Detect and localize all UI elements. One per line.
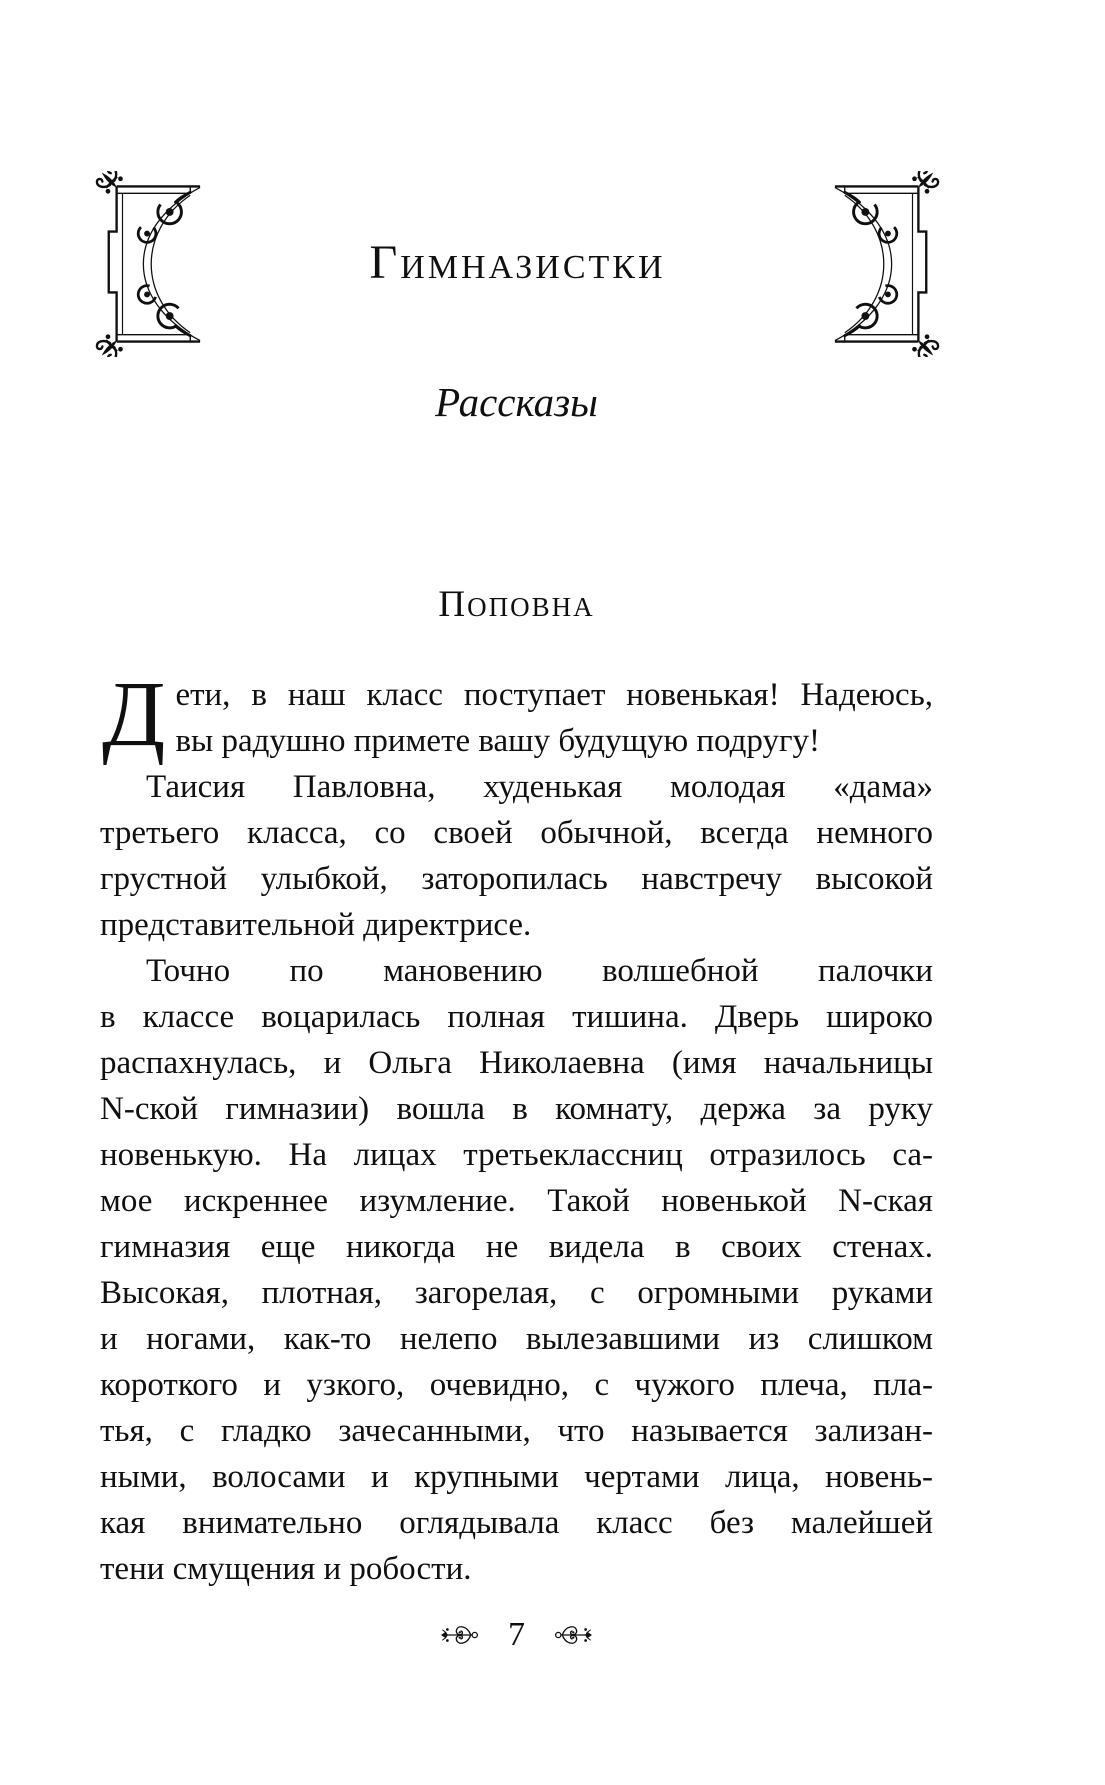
text-line: в классе воцарилась полная тишина. Дверь широко (100, 999, 933, 1035)
text-line: Таисия Павловна, худенькая молодая «дама» (146, 769, 933, 805)
paragraph (100, 948, 933, 1592)
page-number: 7 (508, 1616, 525, 1653)
footer-flourish-right-icon (553, 1620, 593, 1650)
text-line: грустной улыбкой, заторопилась навстречу высокой (100, 861, 933, 897)
chapter-title: ПОПОВНА (438, 584, 595, 625)
paragraph (100, 663, 933, 766)
text-line: тья, с гладко зачесанными, что называется зализан- (100, 1413, 933, 1449)
text-line: вы радушно примете вашу будущую подругу! (175, 723, 820, 759)
footer-flourish-left-icon (440, 1620, 480, 1650)
text-line: третьего класса, со своей обычной, всегда немного (100, 815, 933, 851)
text-line: Точно по мановению волшебной палочки (146, 953, 933, 989)
text-line: представительной директрисе. (100, 907, 532, 943)
drop-cap: Д (102, 663, 166, 766)
corner-flourish-left-icon (95, 171, 205, 357)
text-line: ными, волосами и крупными чертами лица, новень- (100, 1459, 933, 1495)
text-line: гимназия еще никогда не видела в своих стенах. (100, 1229, 933, 1265)
text-line: N-ской гимназии) вошла в комнату, держа за руку (100, 1091, 933, 1127)
book-title: ГИМНАЗИСТКИ (369, 236, 666, 290)
book-subtitle: Рассказы (435, 379, 598, 425)
text-line: тени смущения и робости. (100, 1551, 472, 1587)
text-line: распахнулась, и Ольга Николаевна (имя начальницы (100, 1045, 933, 1081)
text-line: мое искреннее изумление. Такой новенькой N-ская (100, 1183, 933, 1219)
page-header (95, 170, 940, 357)
text-line: новенькую. На лицах третьеклассниц отразилось са- (100, 1137, 933, 1173)
page-footer (100, 1612, 933, 1658)
text-line: и ногами, как-то нелепо вылезавшими из слишком (100, 1321, 933, 1357)
text-line: кая внимательно оглядывала класс без малейшей (100, 1505, 933, 1541)
text-line: Высокая, плотная, загорелая, с огромными руками (100, 1275, 933, 1311)
text-line: ети, в наш класс поступает новенькая! Надеюсь, (175, 677, 933, 713)
story-text (100, 663, 933, 1592)
text-line: короткого и узкого, очевидно, с чужого плеча, пла- (100, 1367, 933, 1403)
corner-flourish-right-icon (830, 171, 940, 357)
paragraph (100, 764, 933, 948)
